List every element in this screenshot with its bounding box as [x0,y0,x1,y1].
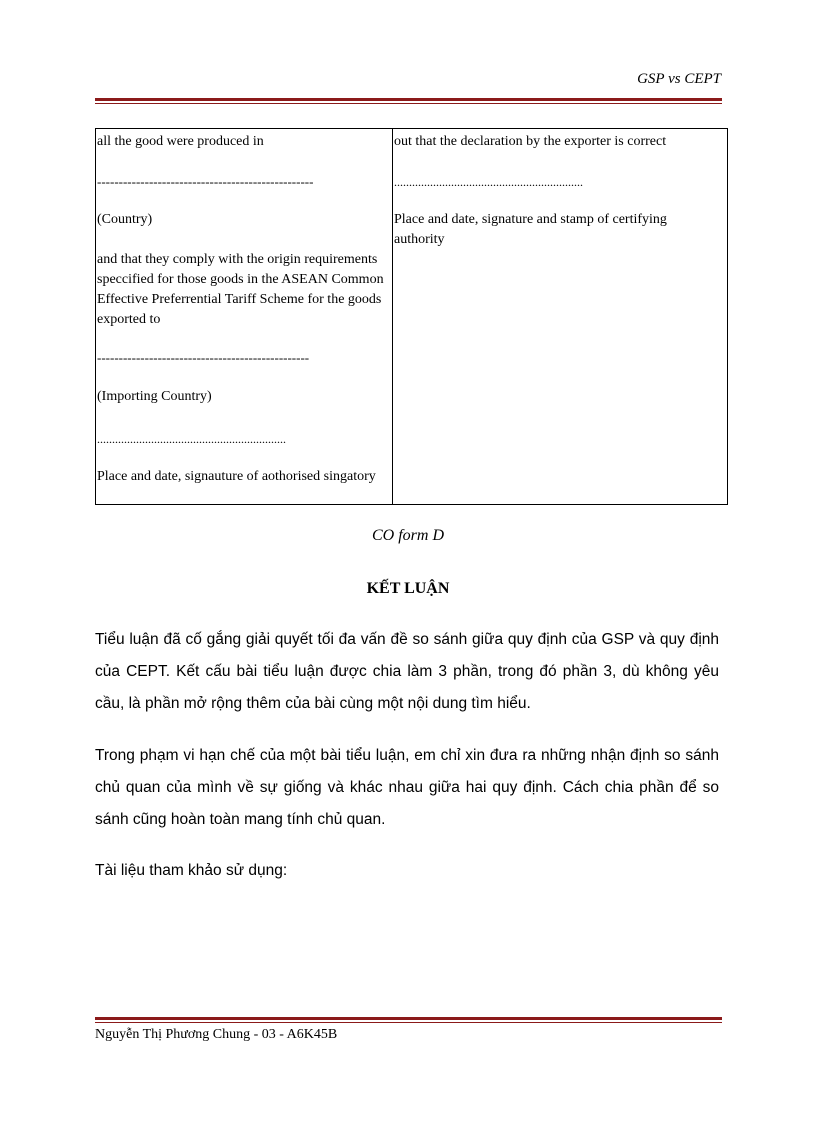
certifier-signature-fill-line: ............................................................... [394,175,583,189]
conclusion-paragraph: Tiểu luận đã cố gắng giải quyết tối đa vấn đề so sánh giữa quy định của GSP và quy định của CEPT. Kết cấu bài tiểu luận được chia làm 3 phần, trong đó phần 3, dù không yêu cầu, là phần mở rộng thêm của bài cùng một nội dung tìm hiểu. [95,631,719,712]
country-fill-line: -------------------------------------------------- [97,174,314,189]
conclusion-paragraph: Trong phạm vi hạn chế của một bài tiểu luận, em chỉ xin đưa ra những nhận định so sánh chủ quan của mình về sự giống và khác nhau giữa hai quy định. Cách chia phần để so sánh cũng hoàn toàn mang tính chủ quan. [95,747,719,828]
origin-requirements-text: and that they comply with the origin requirements speccified for those goods in the ASEAN Common Effective Preferrential Tariff Scheme for the goods exported to [97,252,384,327]
footer-divider [95,1017,722,1023]
declaration-text: out that the declaration by the exporter is correct [394,134,667,149]
importing-country-fill-line: ------------------------------------------------- [97,350,310,365]
country-label: (Country) [97,212,153,227]
co-form-right-column [393,129,727,504]
co-form-left-column [96,129,393,504]
page-header-title: GSP vs CEPT [637,71,721,87]
header-divider [95,98,722,104]
table-caption: CO form D [371,527,444,544]
conclusion-heading: KẾT LUẬN [366,580,450,597]
importing-country-label: (Importing Country) [97,389,212,404]
produced-in-text: all the good were produced in [97,134,264,149]
certifier-signature-label: Place and date, signature and stamp of certifying authority [394,212,667,247]
page-footer-author: Nguyễn Thị Phương Chung - 03 - A6K45B [95,1027,338,1042]
co-form-table [95,128,728,505]
references-label: Tài liệu tham khảo sử dụng: [95,862,288,879]
exporter-signature-label: Place and date, signauture of aothorised singatory [97,469,376,484]
exporter-signature-fill-line: ............................................................... [97,432,286,446]
